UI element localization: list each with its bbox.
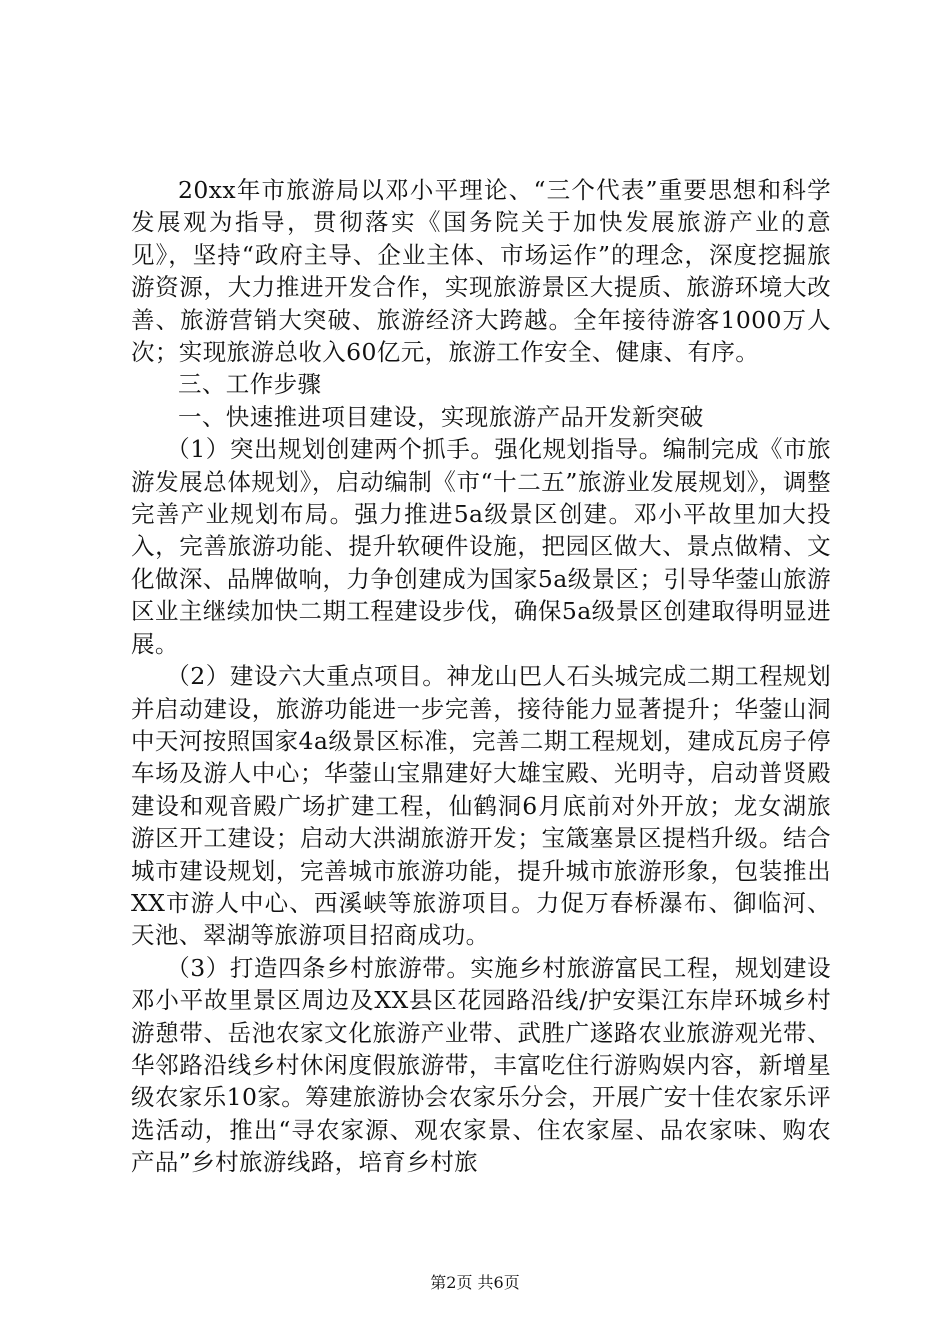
paragraph-summary: 20xx年市旅游局以邓小平理论、“三个代表”重要思想和科学发展观为指导，贯彻落实《国务院关于加快发展旅游产业的意见》，坚持“政府主导、企业主体、市场运作”的理念，深度挖掘旅游资源，大力推进开发合作，实现旅游景区大提质、旅游环境大改善、旅游营销大突破、旅游经济大跨越。全年接待游客1000万人次；实现旅游总收入60亿元，旅游工作安全、健康、有序。: [131, 176, 831, 367]
document-body: [131, 174, 831, 1179]
section-heading-work-steps: 三、工作步骤: [178, 370, 322, 399]
paragraph-item-1: （1）突出规划创建两个抓手。强化规划指导。编制完成《市旅游发展总体规划》，启动编制《市“十二五”旅游业发展规划》，调整完善产业规划布局。强力推进5a级景区创建。邓小平故里加大投入，完善旅游功能、提升软硬件设施，把园区做大、景点做精、文化做深、品牌做响，力争创建成为国家5a级景区；引导华蓥山旅游区业主继续加快二期工程建设步伐，确保5a级景区创建取得明显进展。: [131, 435, 831, 658]
page-footer: 第2页 共6页: [430, 1273, 520, 1292]
subheading-project-construction: 一、快速推进项目建设，实现旅游产品开发新突破: [178, 402, 704, 431]
paragraph-item-2: （2）建设六大重点项目。神龙山巴人石头城完成二期工程规划并启动建设，旅游功能进一步完善，接待能力显著提升；华蓥山洞中天河按照国家4a级景区标准，完善二期工程规划，建成瓦房子停车场及游人中心；华蓥山宝鼎建好大雄宝殿、光明寺，启动普贤殿建设和观音殿广场扩建工程，仙鹤洞6月底前对外开放；龙女湖旅游区开工建设；启动大洪湖旅游开发；宝箴塞景区提档升级。结合城市建设规划，完善城市旅游功能，提升城市旅游形象，包装推出XX市游人中心、西溪峡等旅游项目。力促万春桥瀑布、御临河、天池、翠湖等旅游项目招商成功。: [131, 662, 831, 950]
paragraph-item-3: （3）打造四条乡村旅游带。实施乡村旅游富民工程，规划建设邓小平故里景区周边及XX县区花园路沿线/护安渠江东岸环城乡村游憩带、岳池农家文化旅游产业带、武胜广遂路农业旅游观光带、华邻路沿线乡村休闲度假旅游带，丰富吃住行游购娱内容，新增星级农家乐10家。筹建旅游协会农家乐分会，开展广安十佳农家乐评选活动，推出“寻农家源、观农家景、住农家屋、品农家味、购农产品”乡村旅游线路，培育乡村旅: [131, 953, 831, 1177]
